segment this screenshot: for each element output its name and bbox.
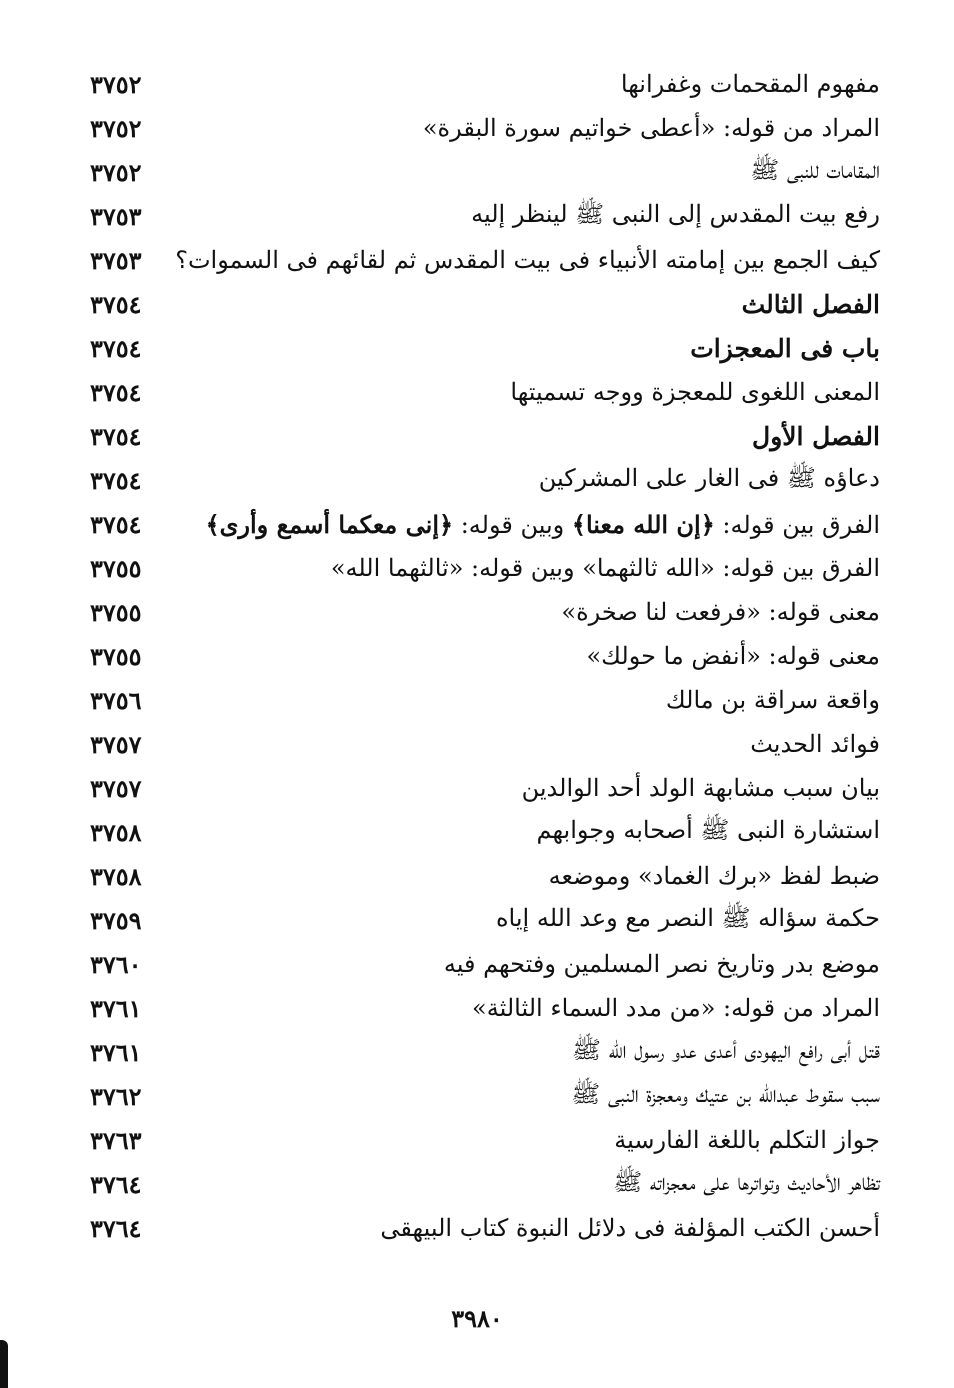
- toc-row: [90, 766, 880, 810]
- toc-entry-page: ٣٧٥٣: [90, 201, 142, 231]
- toc-entry-page: ٣٧٥٤: [90, 377, 142, 407]
- toc-entry-title: جواز التكلم باللغة الفارسية: [614, 1126, 880, 1154]
- page-number: ٣٩٨٠: [451, 1304, 503, 1333]
- toc-entry-title: موضع بدر وتاريخ نصر المسلمين وفتحهم فيه: [443, 950, 880, 978]
- table-of-contents: [90, 62, 880, 1250]
- toc-row: [90, 106, 880, 150]
- toc-row: [90, 1030, 880, 1074]
- toc-row: [90, 282, 880, 326]
- toc-row: [90, 1118, 880, 1162]
- toc-section-heading: الفصل الأول: [752, 421, 880, 451]
- toc-entry-page: ٣٧٦٤: [90, 1213, 142, 1243]
- toc-entry-page: ٣٧٥٨: [90, 861, 142, 891]
- toc-entry-title: استشارة النبى ﷺ أصحابه وجوابهم: [536, 815, 880, 844]
- toc-row: [90, 942, 880, 986]
- toc-entry-page: ٣٧٥٤: [90, 289, 142, 319]
- toc-entry-page: ٣٧٦٤: [90, 1169, 142, 1199]
- toc-row: [90, 1206, 880, 1250]
- toc-entry-page: ٣٧٥٣: [90, 245, 142, 275]
- toc-entry-page: ٣٧٦١: [90, 993, 142, 1023]
- toc-entry-title: كيف الجمع بين إمامته الأنبياء فى بيت المقدس ثم لقائهم فى السموات؟: [175, 246, 880, 274]
- toc-entry-title: سبب سقوط عبدالله بن عتيك ومعجزة النبى ﷺ: [571, 1079, 880, 1108]
- toc-title-text: الفرق بين قوله:: [714, 510, 880, 539]
- toc-entry-title: قتل أبى رافع اليهودى أعدى عدو رسول الله ﷺ: [571, 1035, 880, 1064]
- toc-entry-title: ضبط لفظ «برك الغماد» وموضعه: [548, 862, 880, 890]
- toc-row: [90, 898, 880, 942]
- toc-entry-page: ٣٧٥٢: [90, 113, 142, 143]
- toc-row: [90, 370, 880, 414]
- toc-row: [90, 62, 880, 106]
- toc-entry-page: ٣٧٥٢: [90, 157, 142, 187]
- toc-entry-page: ٣٧٦٠: [90, 949, 142, 979]
- toc-row: [90, 326, 880, 370]
- toc-entry-page: ٣٧٥٢: [90, 69, 142, 99]
- quran-quote: ﴿إنى معكما أسمع وأرى﴾: [205, 509, 454, 539]
- toc-entry-title: المقامات للنبى ﷺ: [750, 155, 880, 184]
- toc-row: [90, 810, 880, 854]
- toc-entry-page: ٣٧٥٧: [90, 773, 142, 803]
- toc-entry-title: أحسن الكتب المؤلفة فى دلائل النبوة كتاب البيهقى: [380, 1214, 880, 1242]
- toc-entry-page: ٣٧٥٥: [90, 597, 142, 627]
- toc-entry-page: ٣٧٥٥: [90, 553, 142, 583]
- toc-entry-page: ٣٧٥٤: [90, 333, 142, 363]
- toc-entry-page: ٣٧٥٤: [90, 509, 142, 539]
- toc-row: [90, 150, 880, 194]
- toc-entry-page: ٣٧٥٨: [90, 817, 142, 847]
- toc-row: [90, 590, 880, 634]
- toc-row: [90, 502, 880, 546]
- toc-row: [90, 414, 880, 458]
- toc-entry-page: ٣٧٦٣: [90, 1125, 142, 1155]
- toc-entry-title: معنى قوله: «فرفعت لنا صخرة»: [561, 598, 880, 626]
- toc-section-heading: باب فى المعجزات: [690, 333, 880, 363]
- toc-entry-title: المراد من قوله: «من مدد السماء الثالثة»: [472, 994, 880, 1022]
- toc-entry-title: تظاهر الأحاديث وتواترها على معجزاته ﷺ: [613, 1167, 880, 1196]
- toc-entry-title: دعاؤه ﷺ فى الغار على المشركين: [538, 463, 880, 492]
- toc-row: [90, 194, 880, 238]
- toc-entry-page: ٣٧٦٢: [90, 1081, 142, 1111]
- toc-row: [90, 238, 880, 282]
- toc-entry-page: ٣٧٥٤: [90, 421, 142, 451]
- page-edge-mark: [0, 1340, 8, 1388]
- quran-quote: ﴿إن الله معنا﴾: [571, 509, 715, 539]
- toc-row: [90, 546, 880, 590]
- toc-row: [90, 986, 880, 1030]
- toc-row: [90, 1074, 880, 1118]
- toc-entry-title: مفهوم المقحمات وغفرانها: [620, 70, 880, 98]
- toc-row: [90, 854, 880, 898]
- toc-entry-title: حكمة سؤاله ﷺ النصر مع وعد الله إياه: [495, 903, 880, 932]
- toc-entry-page: ٣٧٥٤: [90, 465, 142, 495]
- toc-entry-page: ٣٧٥٧: [90, 729, 142, 759]
- toc-row: [90, 634, 880, 678]
- toc-entry-title: المعنى اللغوى للمعجزة ووجه تسميتها: [510, 378, 880, 406]
- toc-entry-page: ٣٧٥٦: [90, 685, 142, 715]
- toc-entry-page: ٣٧٥٩: [90, 905, 142, 935]
- toc-entry-title: المراد من قوله: «أعطى خواتيم سورة البقرة»: [422, 114, 880, 142]
- toc-row: [90, 1162, 880, 1206]
- toc-section-heading: الفصل الثالث: [741, 289, 880, 319]
- toc-entry-title: [206, 510, 880, 539]
- toc-entry-page: ٣٧٥٥: [90, 641, 142, 671]
- toc-entry-title: فوائد الحديث: [750, 730, 880, 758]
- toc-entry-page: ٣٧٦١: [90, 1037, 142, 1067]
- toc-row: [90, 458, 880, 502]
- toc-entry-title: معنى قوله: «أنفض ما حولك»: [586, 642, 880, 670]
- toc-row: [90, 722, 880, 766]
- toc-entry-title: واقعة سراقة بن مالك: [665, 686, 880, 714]
- toc-row: [90, 678, 880, 722]
- toc-entry-title: بيان سبب مشابهة الولد أحد الوالدين: [521, 774, 880, 802]
- toc-title-text: وبين قوله:: [453, 510, 572, 539]
- toc-entry-title: الفرق بين قوله: «الله ثالثهما» وبين قوله: «ثالثهما الله»: [330, 554, 880, 582]
- toc-entry-title: رفع بيت المقدس إلى النبى ﷺ لينظر إليه: [471, 199, 880, 228]
